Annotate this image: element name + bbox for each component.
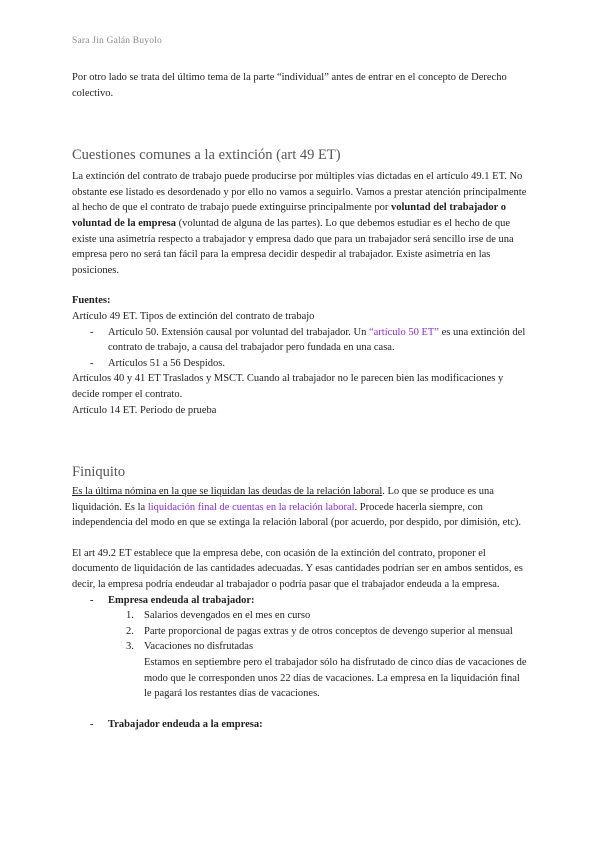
list-item [72, 624, 530, 640]
list-item: - Artículos 51 a 56 Despidos. [72, 356, 530, 372]
item-text: Salarios devengados en el mes en curso [144, 610, 311, 622]
item-number: 1. [126, 610, 134, 622]
empresa-endeuda-item: - Empresa endeuda al trabajador: [72, 593, 530, 609]
fuentes-line-3: Artículo 14 ET. Periodo de prueba [72, 404, 217, 416]
section-heading-cuestiones: Cuestiones comunes a la extinción (art 49 ET) [72, 147, 341, 164]
fuentes-label: Fuentes: [72, 295, 111, 307]
list-item [72, 325, 530, 356]
extincion-text-b: (voluntad de alguna de las partes). Lo que debemos estudiar es el hecho de que existe una asimetría respecto a trabajador y empresa dado que para un trabajador será sencillo irse de una empresa pero no será tan fácil para la empresa decidir despedir al trabajador. Existe asimetría en las posiciones. [72, 217, 514, 276]
section-heading-finiquito: Finiquito [72, 464, 126, 481]
finiquito-paragraph [72, 484, 530, 531]
liquidacion-final-link[interactable]: liquidación final de cuentas en la relación laboral [147, 501, 355, 513]
page-header-author: Sara Jin Galán Buyolo [72, 36, 162, 46]
document-body [72, 70, 530, 732]
extincion-paragraph [72, 169, 530, 278]
trabajador-endeuda-item: - Trabajador endeuda a la empresa: [72, 717, 530, 733]
trabajador-list [72, 717, 530, 733]
fuentes-list [72, 325, 530, 372]
empresa-endeuda-numbered-list [72, 608, 530, 702]
item-text: Parte proporcional de pagas extras y de otros conceptos de devengo superior al mensual [144, 625, 513, 637]
endeuda-list [72, 593, 530, 609]
item-text: Vacaciones no disfrutadas [144, 641, 254, 653]
list-item [72, 639, 530, 701]
finiquito-underlined-text: Es la última nómina en la que se liquidan las deudas de la relación laboral [72, 486, 383, 498]
extincion-text-a: La extinción del contrato de trabajo puede producirse por múltiples vías dictadas en el artículo 49.1 ET. No obstante ese listado es desordenado y por ello no vamos a seguirlo. Vamos a prestar atención principalmente al hecho de que el contrato de trabajo puede extinguirse principalmente por [72, 171, 527, 214]
extincion-bold-text: voluntad del trabajador o voluntad de la empresa [72, 202, 506, 229]
intro-paragraph: Por otro lado se trata del último tema de la parte “individual” antes de entrar en el concepto de Derecho colectivo. [72, 72, 507, 99]
item-number: 2. [126, 625, 134, 637]
list-item [72, 608, 530, 624]
fuentes-line-1: Artículo 49 ET. Tipos de extinción del contrato de trabajo [72, 310, 315, 322]
finiquito-text-b: . Procede hacerla siempre, con independencia del modo en que se extinga la relación laboral (por acuerdo, por despido, por dimisión, etc). [72, 501, 522, 529]
finiquito-text-a: . Lo que se produce es una liquidación. Es la [72, 486, 494, 513]
art-49-2-paragraph: El art 49.2 ET establece que la empresa debe, con ocasión de la extinción del contrato, proponer el documento de liquidación de las cantidades adecuadas. Y esas cantidades podrían ser en ambos sentidos, es decir, la empresa podría endeudar al trabajador o podría pasar que el trabajador endeuda a la empresa. [72, 547, 523, 591]
fuentes-line-2: Artículos 40 y 41 ET Traslados y MSCT. Cuando al trabajador no le parecen bien las modificaciones y decide romper el contrato. [72, 373, 504, 400]
vacaciones-detail: Estamos en septiembre pero el trabajador sólo ha disfrutado de cinco días de vacaciones de modo que le corresponden unos 22 días de vacaciones. La empresa en la liquidación final le pagará los restantes días de vacaciones. [144, 657, 527, 700]
fuentes-bullet1-b: es una extinción del contrato de trabajo, a causa del trabajador pero fundada en una casa. [108, 326, 526, 354]
fuentes-bullet1-a: Artículo 50. Extensión causal por voluntad del trabajador. Un [108, 326, 369, 338]
articulo-50-link[interactable]: “artículo 50 ET” [368, 326, 439, 338]
item-number: 3. [126, 641, 134, 653]
